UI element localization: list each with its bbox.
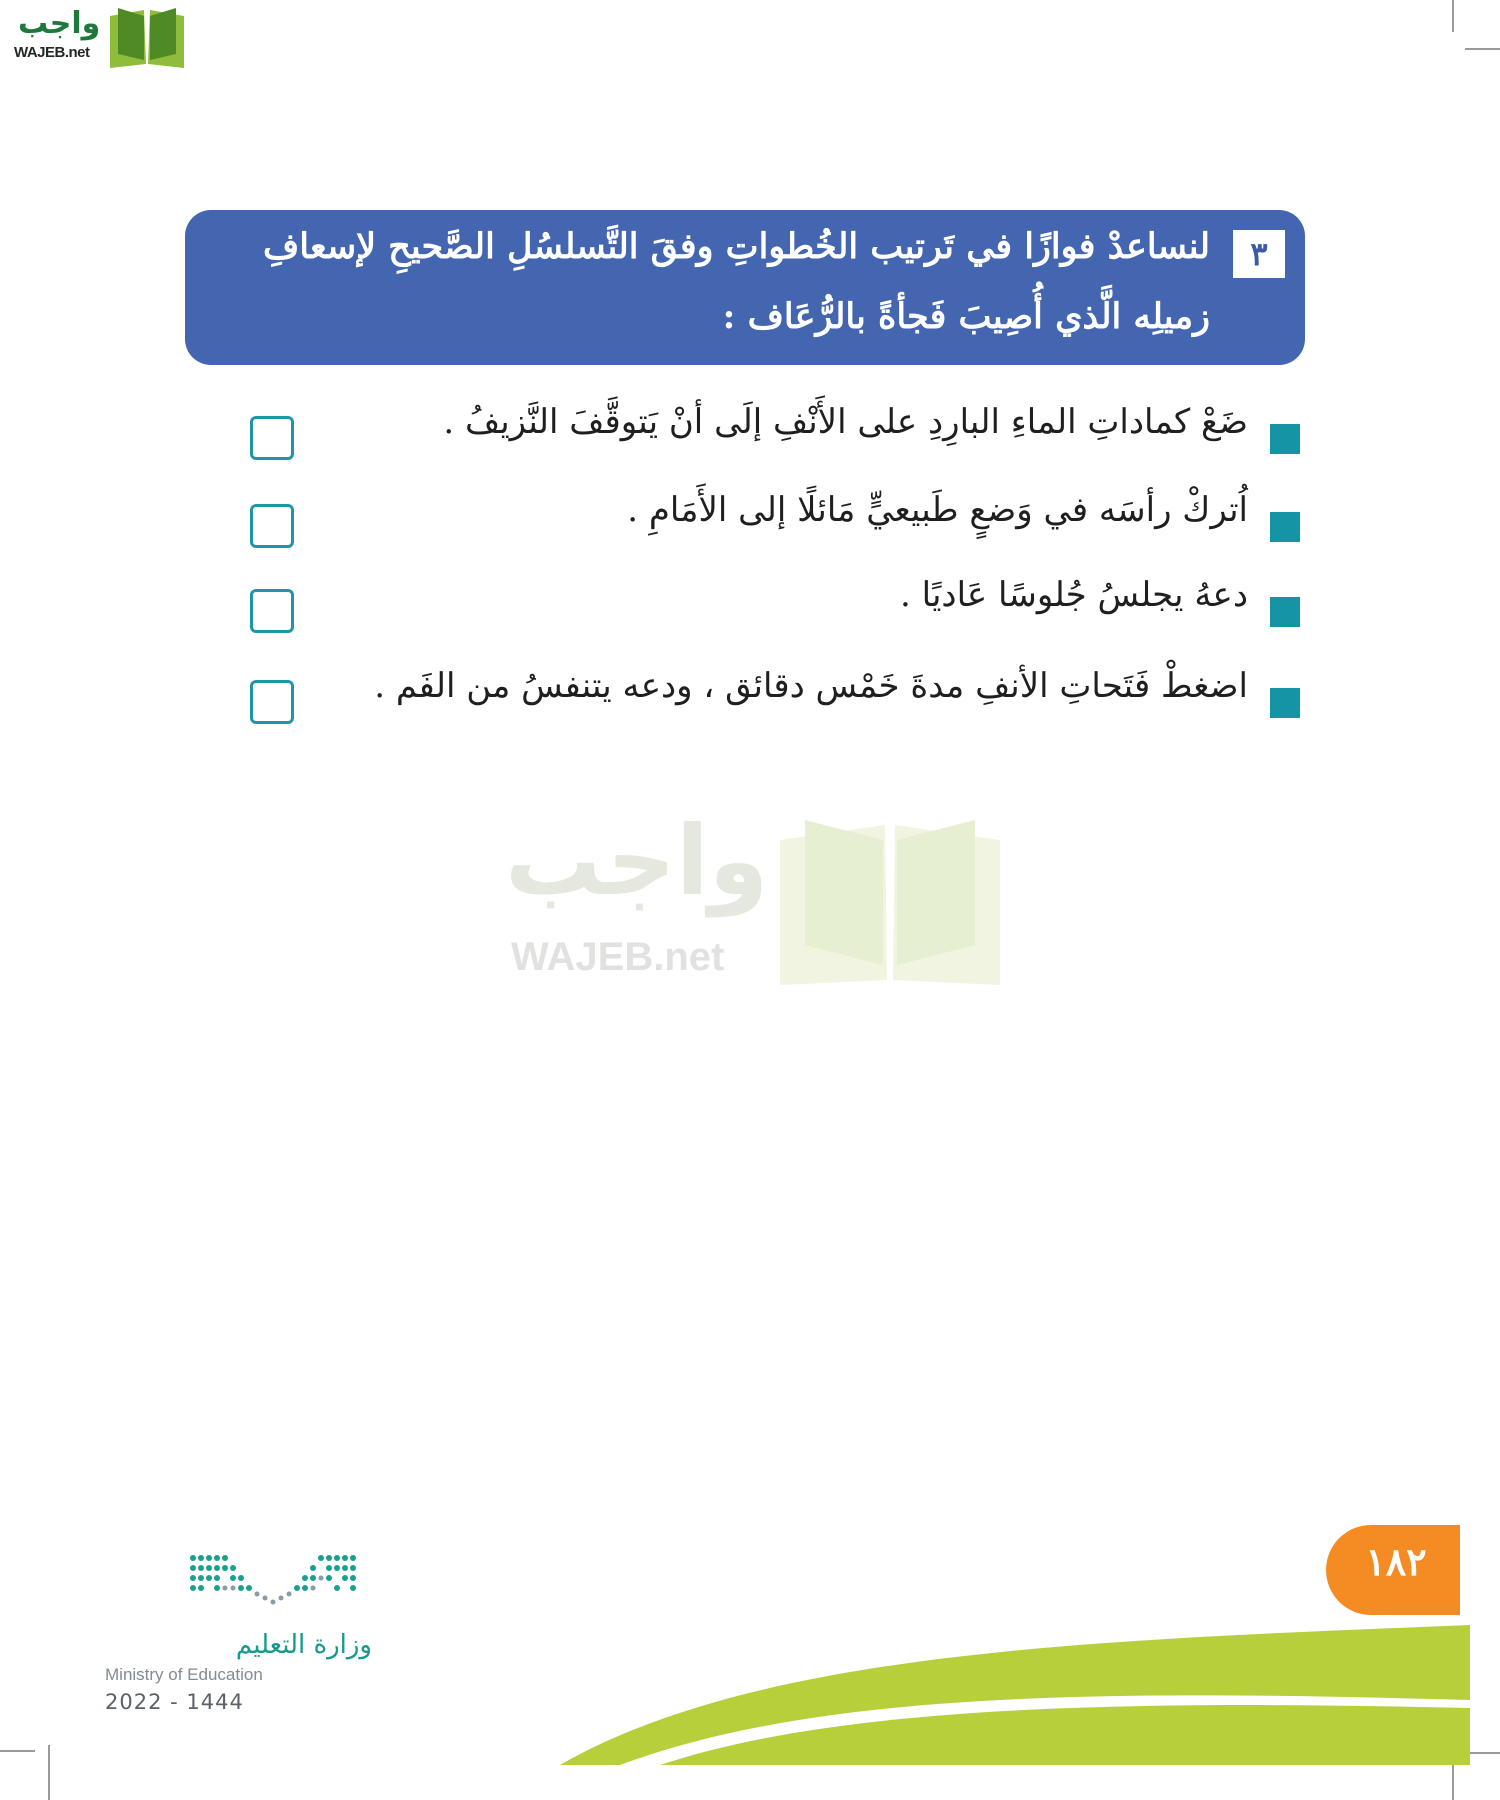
watermark-english-text: WAJEB.net (511, 935, 725, 979)
page-number-tab (1326, 1525, 1460, 1615)
question-text-line-1: لنساعدْ فوازًا في تَرتيب الخُطواتِ وفقَ التَّسلسُلِ الصَّحيحِ لإسعافِ (263, 226, 1210, 267)
ministry-name-arabic: وزارة التعليم (235, 1630, 372, 1660)
watermark-arabic-text: واجب (505, 805, 769, 917)
step-text: اُتركْ رأسَه في وَضعٍ طَبيعيٍّ مَائلًا إلى الأَمَامِ . (627, 490, 1248, 530)
question-text-line-2: زميلِه الَّذي أُصِيبَ فَجأةً بالرُّعَاف : (722, 296, 1210, 337)
logo-english-text: WAJEB.net (14, 44, 90, 61)
ministry-year: 2022 - 1444 (105, 1690, 244, 1714)
question-number: ٣ (1233, 230, 1285, 278)
step-text: دعهُ يجلسُ جُلوسًا عَاديًا . (899, 575, 1248, 615)
page-number: ١٨٢ (1365, 1539, 1427, 1584)
step-text: اضغطْ فَتَحاتِ الأنفِ مدةَ خَمْس دقائق ، ودعه يتنفسُ من الفَم . (374, 666, 1248, 706)
logo-arabic-text: واجب (18, 6, 101, 41)
ministry-name-english: Ministry of Education (105, 1665, 263, 1684)
step-text: ضَعْ كماداتِ الماءِ البارِدِ على الأَنْفِ إلَى أنْ يَتوقَّفَ النَّزيفُ . (443, 402, 1248, 442)
